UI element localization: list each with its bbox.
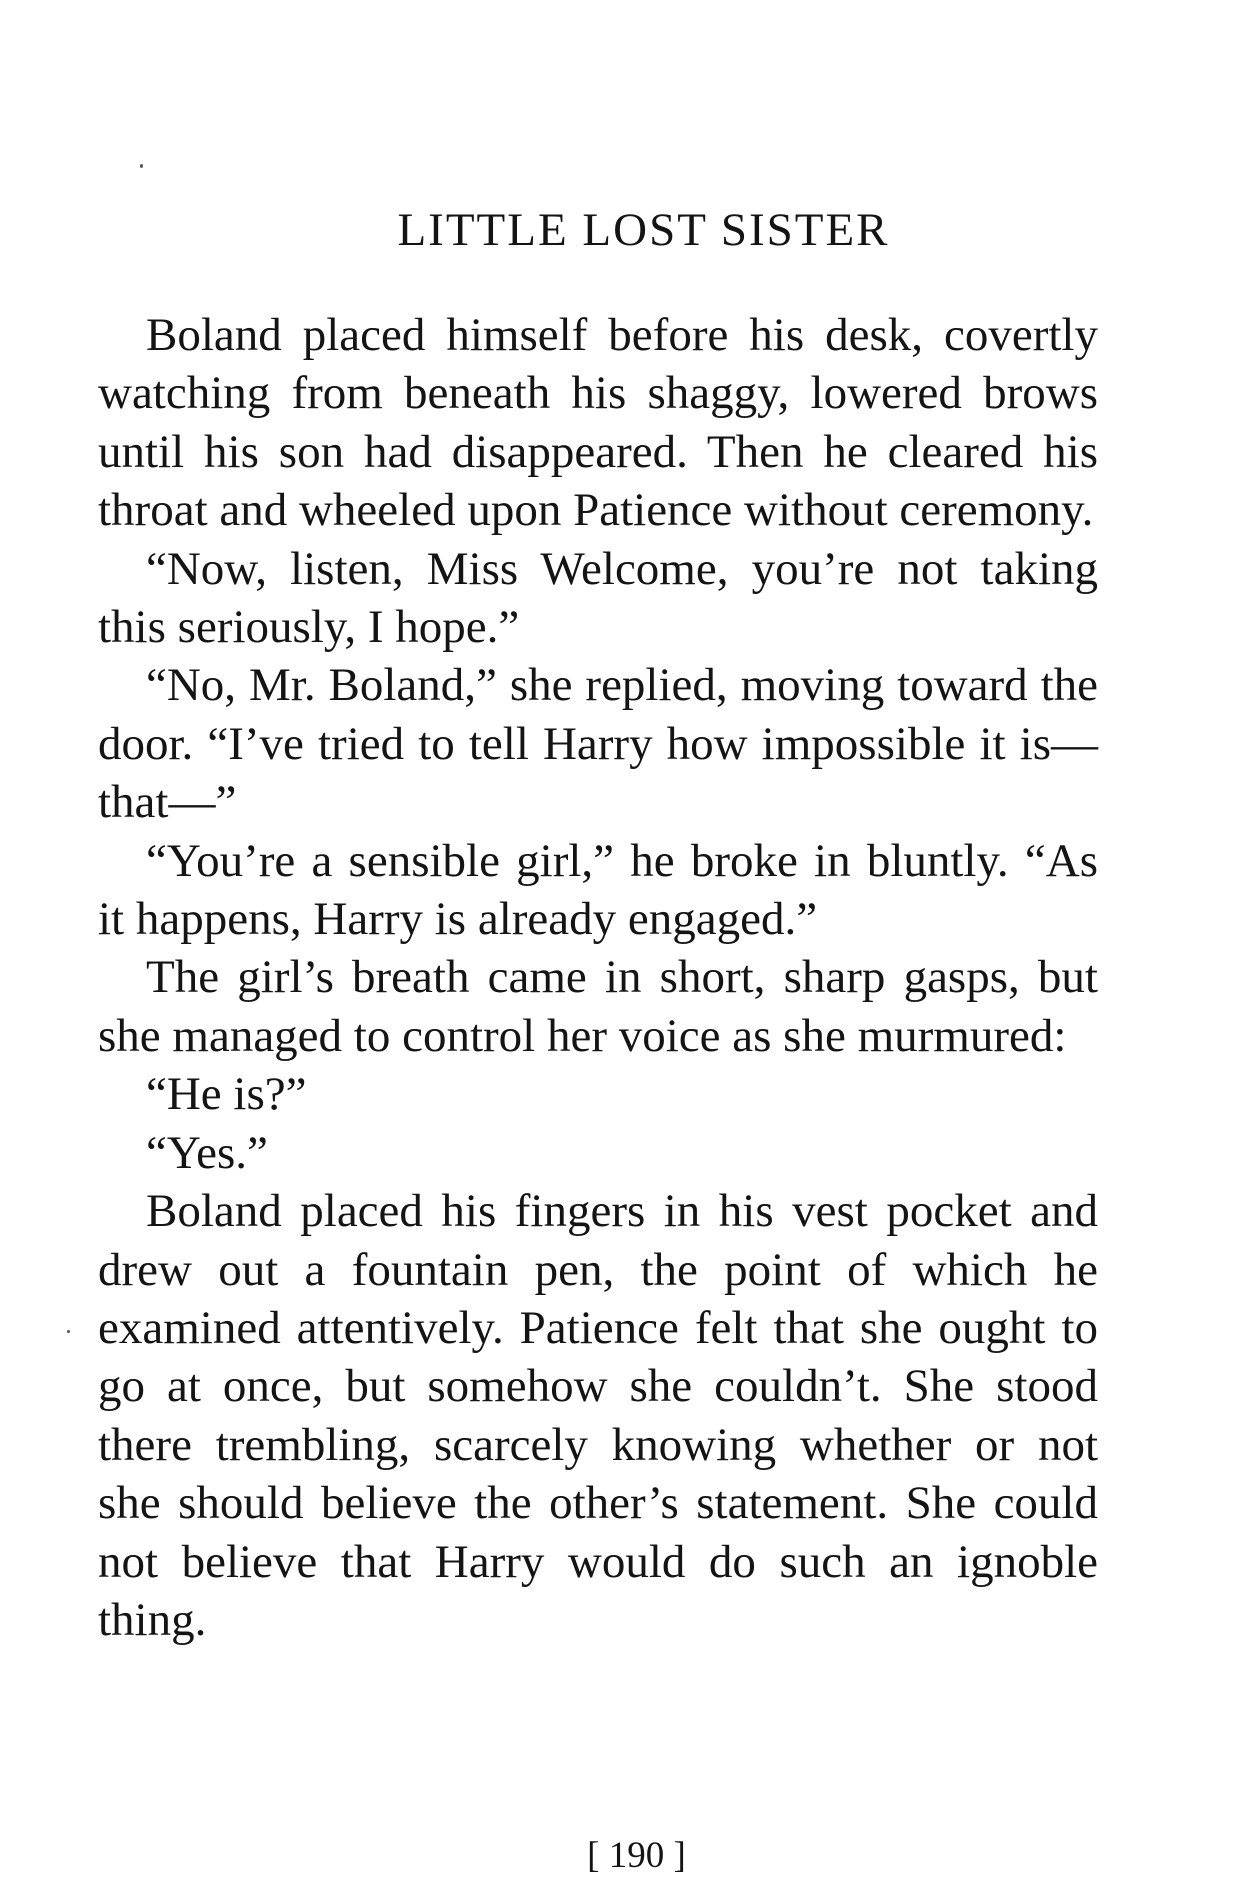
- paragraph: “Yes.”: [146, 1126, 268, 1179]
- body-text: [98, 306, 1098, 1649]
- paragraph: “He is?”: [146, 1068, 307, 1121]
- page-number: [ 190 ]: [587, 1835, 686, 1876]
- paragraph: The girl’s breath came in short, sharp gasps, but she managed to control her voice as she murmured:: [98, 951, 1098, 1062]
- paragraph: “You’re a sensible girl,” he broke in bluntly. “As it happens, Harry is already engaged.”: [98, 834, 1098, 946]
- print-speck: [67, 1330, 70, 1333]
- paragraph: “No, Mr. Boland,” she replied, moving toward the door. “I’ve tried to tell Harry how impossible it is—that—”: [98, 659, 1098, 829]
- paragraph: “Now, listen, Miss Welcome, you’re not taking this seriously, I hope.”: [98, 542, 1098, 654]
- paragraph: Boland placed himself before his desk, covertly watching from beneath his shaggy, lowered brows until his son had disappeared. Then he cleared his throat and wheeled upon Patience without ceremony.: [98, 309, 1098, 537]
- running-head: LITTLE LOST SISTER: [397, 204, 890, 256]
- paragraph: Boland placed his fingers in his vest pocket and drew out a fountain pen, the point of which he examined attentively. Patience felt that she ought to go at once, but somehow she couldn’t. She stood there trembling, scarcely knowing whether or not she should believe the other’s statement. She could not believe that Harry would do such an ignoble thing.: [98, 1185, 1098, 1646]
- print-speck: [140, 164, 143, 168]
